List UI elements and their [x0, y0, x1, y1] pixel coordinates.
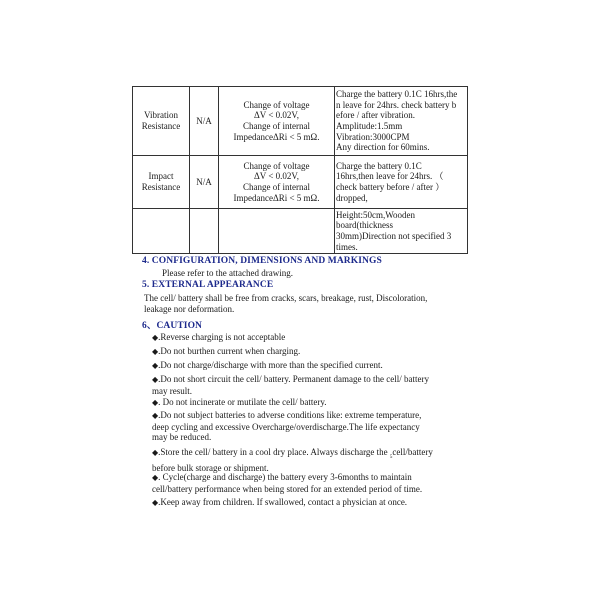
condition-line: Charge the battery 0.1C	[336, 160, 422, 171]
condition-cell	[335, 87, 468, 156]
caution-text: may be reduced.	[152, 432, 212, 443]
caution-text: deep cycling and excessive Overcharge/overdischarge.The life expectancy	[152, 421, 420, 432]
caution-text: . Cycle(charge and discharge) the battery every 3-6months to maintain	[158, 472, 412, 482]
condition-line: n leave for 24hrs. check battery b	[336, 99, 457, 110]
diamond-bullet-icon: ◆	[152, 498, 159, 507]
criteria-line: ImpedanceΔRi < 5 mΩ.	[233, 131, 320, 142]
section-4-heading: 4. CONFIGURATION, DIMENSIONS AND MARKINGS	[142, 256, 382, 266]
diamond-bullet-icon: ◆	[152, 411, 159, 420]
diamond-bullet-icon: ◆	[152, 333, 159, 342]
na-cell	[190, 209, 219, 254]
caution-text: cell/battery	[392, 447, 433, 457]
caution-item	[152, 447, 472, 474]
diamond-bullet-icon: ◆	[152, 448, 159, 457]
test-name-cell	[133, 209, 190, 254]
na-value: N/A	[196, 115, 212, 126]
test-name-cell	[133, 87, 190, 156]
test-name-line: Resistance	[141, 121, 181, 131]
na-cell	[190, 156, 219, 209]
criteria-line: Change of internal	[243, 121, 310, 131]
criteria-line: Change of voltage	[243, 160, 310, 171]
condition-cell	[335, 209, 468, 254]
caution-text: before bulk storage or shipment.	[152, 463, 269, 474]
caution-item	[152, 397, 472, 409]
diamond-bullet-icon: ◆	[152, 361, 159, 370]
caution-text: .Store the cell/ battery in a cool dry place. Always discharge the	[158, 447, 388, 457]
criteria-line: Change of voltage	[243, 99, 310, 110]
condition-line: dropped,	[336, 192, 368, 203]
table-row	[133, 209, 468, 254]
diamond-bullet-icon: ◆	[152, 347, 159, 356]
na-value: N/A	[196, 176, 212, 187]
condition-line: 16hrs,then leave for 24hrs. （	[336, 171, 444, 182]
test-name-line: Vibration	[144, 110, 178, 121]
table-row	[133, 87, 468, 156]
caution-text: cell/battery performance when being stored for an extended period of time.	[152, 483, 423, 494]
na-cell	[190, 87, 219, 156]
caution-text: .Do not charge/discharge with more than the specified current.	[158, 360, 383, 370]
caution-item	[152, 374, 472, 396]
criteria-line: Change of internal	[243, 182, 310, 192]
criteria-line: ImpedanceΔRi < 5 mΩ.	[233, 192, 320, 203]
criteria-line: ΔV < 0.02V,	[253, 171, 300, 182]
criteria-cell	[219, 209, 335, 254]
condition-line: times.	[336, 241, 358, 252]
condition-line: efore / after vibration.	[336, 110, 415, 121]
inline-mark: 5	[389, 454, 393, 460]
condition-line: Charge the battery 0.1C 16hrs,the	[336, 89, 458, 100]
condition-line: Vibration:3000CPM	[336, 131, 410, 142]
condition-cell	[335, 156, 468, 209]
caution-text: .Keep away from children. If swallowed, contact a physician at once.	[158, 497, 408, 507]
caution-text: .Do not subject batteries to adverse conditions like: extreme temperature,	[158, 410, 422, 420]
section-6-heading: 6、CAUTION	[142, 321, 203, 331]
criteria-line: ΔV < 0.02V,	[253, 110, 300, 121]
section-5-line: leakage nor deformation.	[144, 304, 235, 314]
test-name-line: Impact	[148, 171, 174, 182]
condition-line: board(thickness	[336, 220, 393, 231]
section-5-heading: 5. EXTERNAL APPEARANCE	[142, 280, 274, 290]
condition-line: 30mm)Direction not specified 3	[336, 231, 452, 241]
test-spec-table	[132, 86, 468, 254]
diamond-bullet-icon: ◆	[152, 375, 159, 384]
diamond-bullet-icon: ◆	[152, 398, 159, 407]
caution-item	[152, 332, 472, 344]
criteria-cell	[219, 156, 335, 209]
condition-line: Any direction for 60mins.	[336, 142, 430, 153]
diamond-bullet-icon: ◆	[152, 473, 159, 482]
caution-text: .Reverse charging is not acceptable	[158, 332, 286, 342]
test-name-cell	[133, 156, 190, 209]
caution-item	[152, 472, 472, 494]
caution-text: may result.	[152, 385, 192, 396]
condition-line: Amplitude:1.5mm	[336, 121, 403, 131]
condition-line: Height:50cm,Wooden	[336, 209, 416, 220]
caution-item	[152, 497, 472, 509]
caution-text: . Do not incinerate or mutilate the cell/ battery.	[158, 397, 327, 407]
caution-text: .Do not burthen current when charging.	[158, 346, 301, 356]
section-4-text: Please refer to the attached drawing.	[162, 268, 293, 278]
caution-item	[152, 410, 472, 443]
table-row	[133, 156, 468, 209]
section-5-line: The cell/ battery shall be free from cracks, scars, breakage, rust, Discoloration,	[144, 293, 428, 303]
caution-item	[152, 360, 472, 372]
condition-line: check battery before / after ）	[336, 182, 445, 192]
criteria-cell	[219, 87, 335, 156]
caution-item	[152, 346, 472, 358]
test-name-line: Resistance	[141, 182, 181, 192]
caution-text: .Do not short circuit the cell/ battery. Permanent damage to the cell/ battery	[158, 374, 429, 384]
